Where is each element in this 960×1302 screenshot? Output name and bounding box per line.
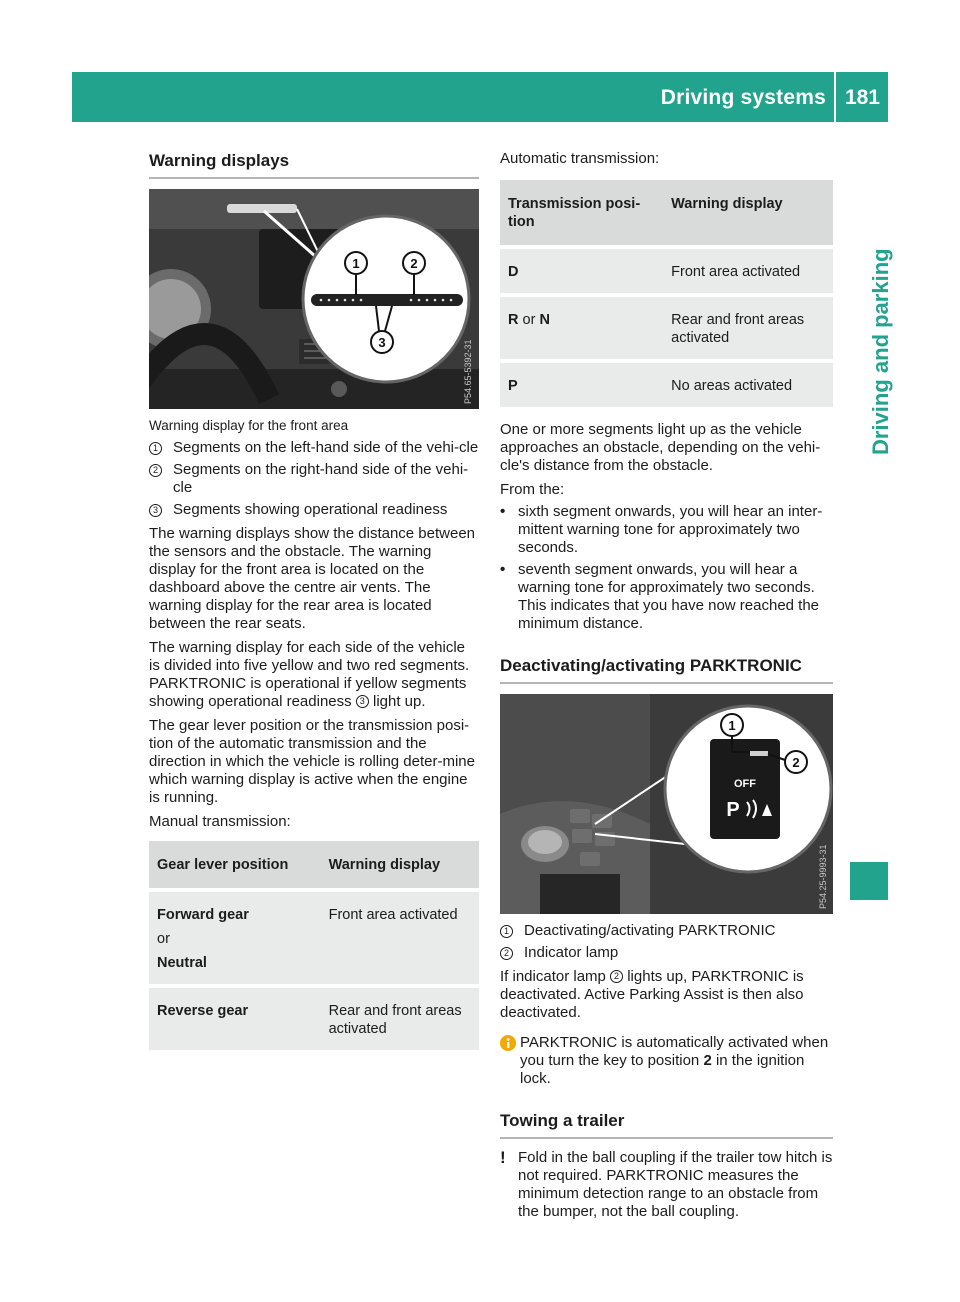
legend-item-text: Indicator lamp xyxy=(524,944,619,961)
header-divider xyxy=(834,72,836,122)
parktronic-button-figure xyxy=(500,694,833,914)
table-header: Warning display xyxy=(321,841,479,890)
paragraph-segments: The warning display for each side of the vehicle is divided into five yellow and two red segments. PARKTRONIC is operational if yellow segments showing operational readiness 3 light up. xyxy=(149,639,470,710)
table-cell: No areas activated xyxy=(663,361,833,407)
table-cell: R or N xyxy=(500,295,663,361)
left-column xyxy=(149,150,479,1050)
table-cell: Front area activated xyxy=(321,890,479,986)
info-text: PARKTRONIC is automatically activated when you turn the key to position 2 in the ignition lock. xyxy=(520,1034,829,1087)
table-row xyxy=(500,247,833,295)
legend-item-3 xyxy=(149,501,479,519)
legend-item-text: Deactivating/activating PARKTRONIC xyxy=(524,922,776,939)
center-console-illustration xyxy=(500,694,833,914)
table-header: Warning display xyxy=(663,180,833,247)
right-column xyxy=(500,150,833,1221)
callout-number: 1 xyxy=(149,442,162,455)
info-note xyxy=(500,1034,833,1088)
callout-number: 2 xyxy=(149,464,162,477)
svg-text:2: 2 xyxy=(410,256,418,271)
callout-number: 2 xyxy=(610,970,623,983)
front-warning-display-figure xyxy=(149,189,479,409)
table-row xyxy=(149,890,479,986)
towing-heading: Towing a trailer xyxy=(500,1110,833,1139)
svg-text:1: 1 xyxy=(728,718,736,733)
paragraph-gear-lever: The gear lever position or the transmission posi-tion of the automatic transmission and the direction in which the vehicle is rolling deter-mine which warning display is active when the engine is running. xyxy=(149,717,475,806)
table-cell: D xyxy=(500,247,663,295)
table-header: Gear lever position xyxy=(149,841,321,890)
chapter-marker xyxy=(850,862,888,900)
table-header: Transmission posi-tion xyxy=(500,180,663,247)
bullet-item: • seventh segment onwards, you will hear a warning tone for approximately two seconds. This indicates that you have now reached the minimum distance. xyxy=(500,561,820,632)
off-label: OFF xyxy=(734,778,756,790)
svg-text:2: 2 xyxy=(792,755,800,770)
warning-text: Fold in the ball coupling if the trailer tow hitch is not required. PARKTRONIC measures the minimum detection range to an obstacle from the bumper, not the ball coupling. xyxy=(518,1149,833,1220)
callout-number: 3 xyxy=(149,504,162,517)
bullet-item: • sixth segment onwards, you will hear an inter-mittent warning tone for approximately two seconds. xyxy=(500,503,823,556)
legend-item-1 xyxy=(149,439,479,457)
dashboard-illustration xyxy=(149,189,479,409)
warning-displays-heading: Warning displays xyxy=(149,150,479,179)
table-cell: Reverse gear xyxy=(149,986,321,1050)
table-cell: Forward gear or Neutral xyxy=(149,890,321,986)
warning-note xyxy=(500,1149,833,1221)
exclamation-icon: ! xyxy=(500,1148,506,1167)
callout-number: 3 xyxy=(356,695,369,708)
parktronic-heading: Deactivating/activating PARKTRONIC xyxy=(500,655,833,684)
page-header xyxy=(72,72,888,122)
table-row xyxy=(500,295,833,361)
table-row xyxy=(500,361,833,407)
automatic-transmission-label: Automatic transmission: xyxy=(500,150,660,167)
legend-item-2 xyxy=(149,461,479,497)
section-title: Driving systems xyxy=(660,86,826,109)
paragraph-indicator-lamp: If indicator lamp 2 lights up, PARKTRONIC is deactivated. Active Parking Assist is then also deactivated. xyxy=(500,968,804,1021)
from-label: From the: xyxy=(500,481,565,498)
manual-transmission-table xyxy=(149,841,479,1050)
legend-item-2 xyxy=(500,944,833,962)
table-cell: P xyxy=(500,361,663,407)
svg-text:3: 3 xyxy=(378,335,386,350)
figure-code: P54.65-5392-31 xyxy=(463,339,473,404)
legend-item-text: Segments on the right-hand side of the vehi-cle xyxy=(173,461,469,496)
manual-transmission-label: Manual transmission: xyxy=(149,813,291,830)
callout-number: 2 xyxy=(500,947,513,960)
legend-item-text: Segments showing operational readiness xyxy=(173,501,448,518)
table-row xyxy=(149,986,479,1050)
figure-caption: Warning display for the front area xyxy=(149,418,349,433)
bullet-icon: • xyxy=(500,561,506,578)
legend-item-1 xyxy=(500,922,833,940)
table-cell: Front area activated xyxy=(663,247,833,295)
parking-symbol: P xyxy=(726,799,740,821)
figure-code: P54.25-9993-31 xyxy=(818,844,828,909)
svg-text:1: 1 xyxy=(352,256,360,271)
automatic-transmission-table xyxy=(500,180,833,407)
callout-number: 1 xyxy=(500,925,513,938)
legend-item-text: Segments on the left-hand side of the vehi-cle xyxy=(173,439,479,456)
bullet-icon: • xyxy=(500,503,506,520)
chapter-title: Driving and parking xyxy=(868,248,893,455)
page-number: 181 xyxy=(844,86,880,109)
paragraph-distance: The warning displays show the distance between the sensors and the obstacle. The warning display for the front area is located on the dashboard above the centre air vents. The warning display for the rear area is located between the rear seats. xyxy=(149,525,476,632)
paragraph-segments-light: One or more segments light up as the vehicle approaches an obstacle, depending on the vehi-cle's distance from the obstacle. xyxy=(500,421,821,474)
table-cell: Rear and front areas activated xyxy=(663,295,833,361)
info-icon xyxy=(500,1035,520,1088)
table-cell: Rear and front areas activated xyxy=(321,986,479,1050)
